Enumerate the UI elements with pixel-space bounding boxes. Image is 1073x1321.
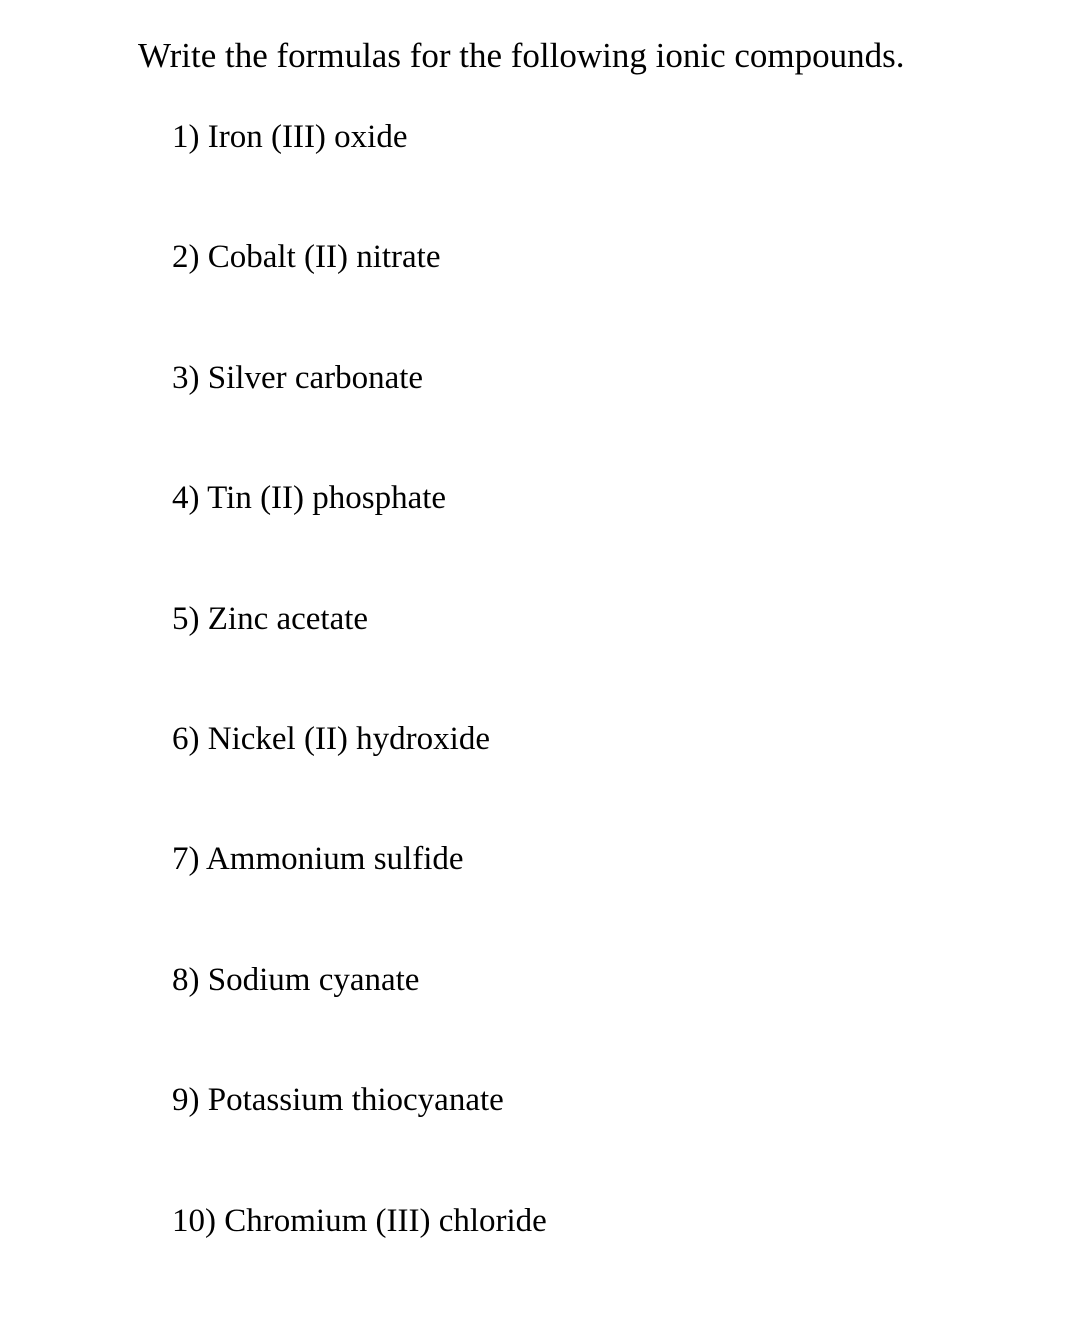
question-text: Ammonium sulfide	[205, 841, 464, 878]
question-number: 5)	[172, 600, 200, 637]
question-item	[172, 719, 547, 839]
question-text: Silver carbonate	[207, 359, 424, 396]
question-item	[172, 1080, 547, 1200]
question-number: 10)	[172, 1202, 216, 1239]
question-item	[172, 599, 547, 719]
question-number: 8)	[172, 961, 200, 998]
question-text: Iron (III) oxide	[207, 119, 408, 155]
question-text: Zinc acetate	[207, 600, 369, 637]
question-number: 7)	[172, 841, 200, 878]
question-text: Sodium cyanate	[207, 961, 420, 998]
question-item	[172, 478, 547, 598]
question-item	[172, 237, 547, 357]
worksheet-instructions: Write the formulas for the following ionic compounds.	[138, 36, 905, 75]
question-item	[172, 839, 547, 959]
question-list	[172, 117, 547, 1321]
question-item	[172, 358, 547, 478]
question-text: Nickel (II) hydroxide	[207, 720, 490, 757]
question-item	[172, 1201, 547, 1321]
question-number: 1)	[172, 119, 200, 155]
question-text: Tin (II) phosphate	[207, 480, 447, 517]
question-text: Cobalt (II) nitrate	[207, 239, 441, 276]
question-item	[172, 960, 547, 1080]
question-text: Potassium thiocyanate	[207, 1082, 504, 1119]
question-item	[172, 117, 547, 237]
question-number: 6)	[172, 720, 200, 757]
question-text: Chromium (III) chloride	[224, 1202, 547, 1239]
question-number: 2)	[172, 239, 200, 276]
question-number: 4)	[172, 480, 200, 517]
question-number: 3)	[172, 359, 200, 396]
question-number: 9)	[172, 1082, 200, 1119]
